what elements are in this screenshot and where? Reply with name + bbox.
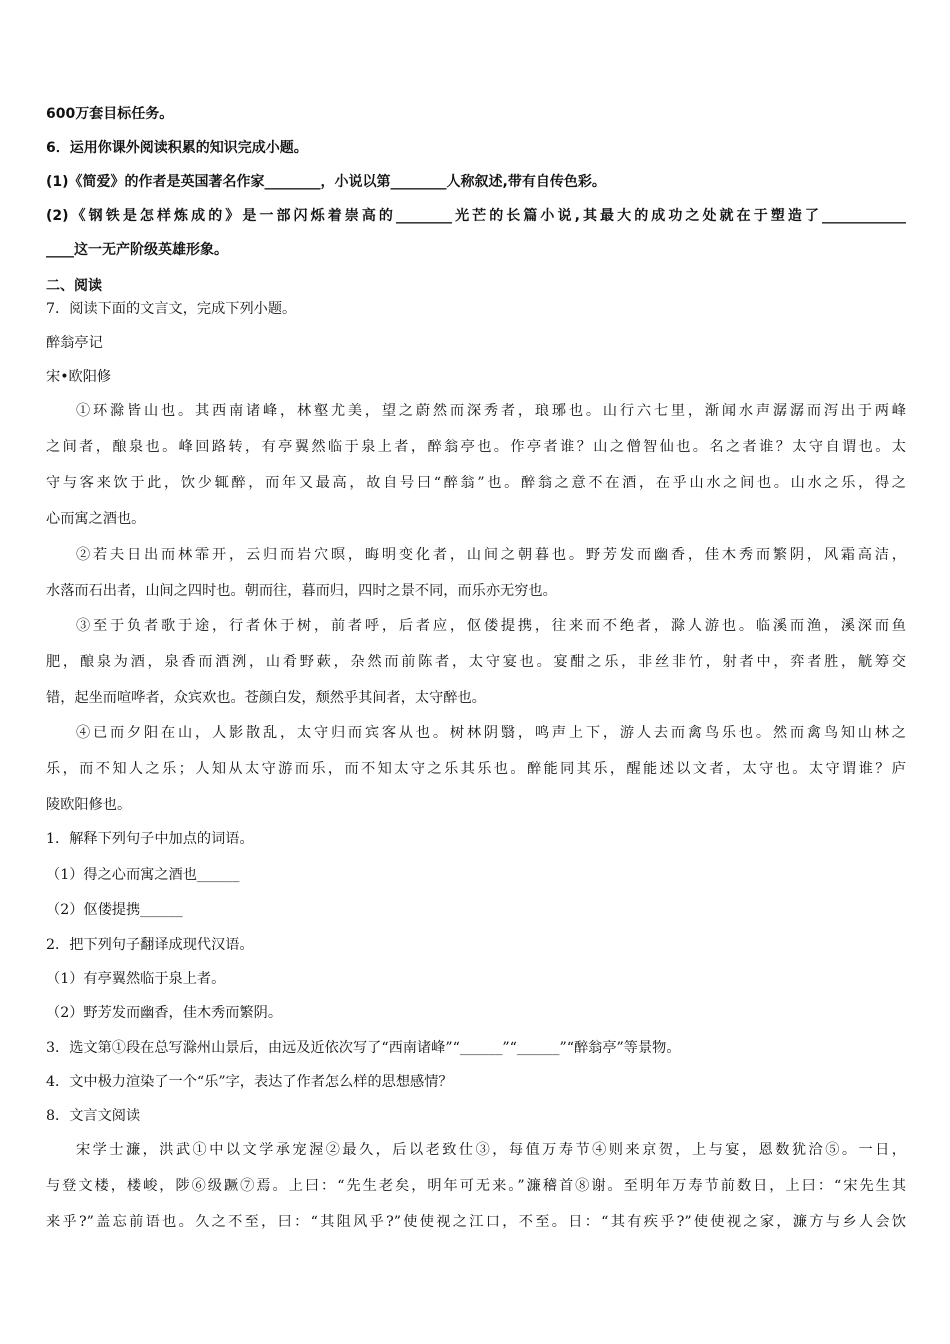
question-6-item-2: (2)《钢铁是怎样炼成的》是一部闪烁着崇高的________光芒的长篇小说,其最大的成功之处就在于塑造了____________ <box>46 208 906 224</box>
passage-para-3: ③至于负者歌于途，行者休于树，前者呼，后者应，伛偻提携，往来而不绝者，滁人游也。临溪而渔，溪深而鱼 <box>76 618 906 634</box>
passage-para-2-line-2: 水落而石出者，山间之四时也。朝而往，暮而归，四时之景不同，而乐亦无穷也。 <box>46 583 557 599</box>
question-6-item-2-cont: ____这一无产阶级英雄形象。 <box>46 242 228 258</box>
subquestion-2: 2．把下列句子翻译成现代汉语。 <box>46 937 254 953</box>
passage-para-1-line-4: 心而寓之酒也。 <box>46 511 146 527</box>
passage-8-line-3: 来乎?”盖忘前语也。久之不至，曰：“其阻风乎?”使使视之江口，不至。日：“其有疾乎?”使使视之家，濂方与乡人会饮 <box>46 1214 906 1230</box>
passage-para-3-line-3: 错，起坐而喧哗者，众宾欢也。苍颜白发，颓然乎其间者，太守醉也。 <box>46 690 486 706</box>
passage-para-3-line-2: 肥，酿泉为酒，泉香而酒洌，山肴野蔌，杂然而前陈者，太守宴也。宴酣之乐，非丝非竹，射者中，弈者胜，觥筹交 <box>46 654 906 670</box>
subquestion-3: 3．选文第①段在总写滁州山景后，由远及近依次写了“西南诸峰”“______”“______”“醉翁亭”等景物。 <box>46 1040 681 1056</box>
subquestion-2-item-2: （2）野芳发而幽香，佳木秀而繁阴。 <box>46 1005 283 1021</box>
question-7-heading: 7．阅读下面的文言文，完成下列小题。 <box>46 301 297 317</box>
passage-para-1-line-3: 守与客来饮于此，饮少辄醉，而年又最高，故自号曰“醉翁”也。醉翁之意不在酒，在乎山水之间也。山水之乐，得之 <box>46 475 906 491</box>
question-6-heading: 6．运用你课外阅读积累的知识完成小题。 <box>46 140 308 156</box>
text-line-continuation: 600万套目标任务。 <box>46 106 174 122</box>
passage-para-4-line-2: 乐，而不知人之乐；人知从太守游而乐，而不知太守之乐其乐也。醉能同其乐，醒能述以文者，太守也。太守谓谁？庐 <box>46 761 906 777</box>
passage-8-line-2: 与登文楼，楼峻，陟⑥级蹶⑦焉。上曰：“先生老矣，明年可无来。”濂稽首⑧谢。至明年万寿节前数日，上曰：“宋先生其 <box>46 1178 906 1194</box>
passage-para-2: ②若夫日出而林霏开，云归而岩穴暝，晦明变化者，山间之朝暮也。野芳发而幽香，佳木秀而繁阴，风霜高洁， <box>76 547 906 563</box>
subquestion-2-item-1: （1）有亭翼然临于泉上者。 <box>46 971 226 987</box>
question-6-item-1: (1)《简爱》的作者是英国著名作家________，小说以第________人称叙述,带有自传色彩。 <box>46 174 606 190</box>
passage-8-line-1: 宋学士濂，洪武①中以文学承宠渥②最久，后以老致仕③，每值万寿节④则来京贺，上与宴，恩数犹洽⑤。一日， <box>76 1142 906 1158</box>
question-8-heading: 8．文言文阅读 <box>46 1108 141 1124</box>
subquestion-1: 1．解释下列句子中加点的词语。 <box>46 831 254 847</box>
section-heading-reading: 二、阅读 <box>46 278 102 294</box>
passage-para-4-line-3: 陵欧阳修也。 <box>46 797 132 813</box>
subquestion-1-item-2: （2）伛偻提携______ <box>46 902 183 918</box>
passage-para-4: ④已而夕阳在山，人影散乱，太守归而宾客从也。树林阴翳，鸣声上下，游人去而禽鸟乐也。然而禽鸟知山林之 <box>76 725 906 741</box>
subquestion-4: 4．文中极力渲染了一个“乐”字，表达了作者怎么样的思想感情？ <box>46 1074 453 1090</box>
passage-para-1: ①环滁皆山也。其西南诸峰，林壑尤美，望之蔚然而深秀者，琅琊也。山行六七里，渐闻水声潺潺而泻出于两峰 <box>76 403 906 419</box>
passage-para-1-line-2: 之间者，酿泉也。峰回路转，有亭翼然临于泉上者，醉翁亭也。作亭者谁？山之僧智仙也。名之者谁？太守自谓也。太 <box>46 439 906 455</box>
subquestion-1-item-1: （1）得之心而寓之酒也______ <box>46 867 240 883</box>
passage-author: 宋•欧阳修 <box>46 369 112 385</box>
passage-title: 醉翁亭记 <box>46 335 103 351</box>
